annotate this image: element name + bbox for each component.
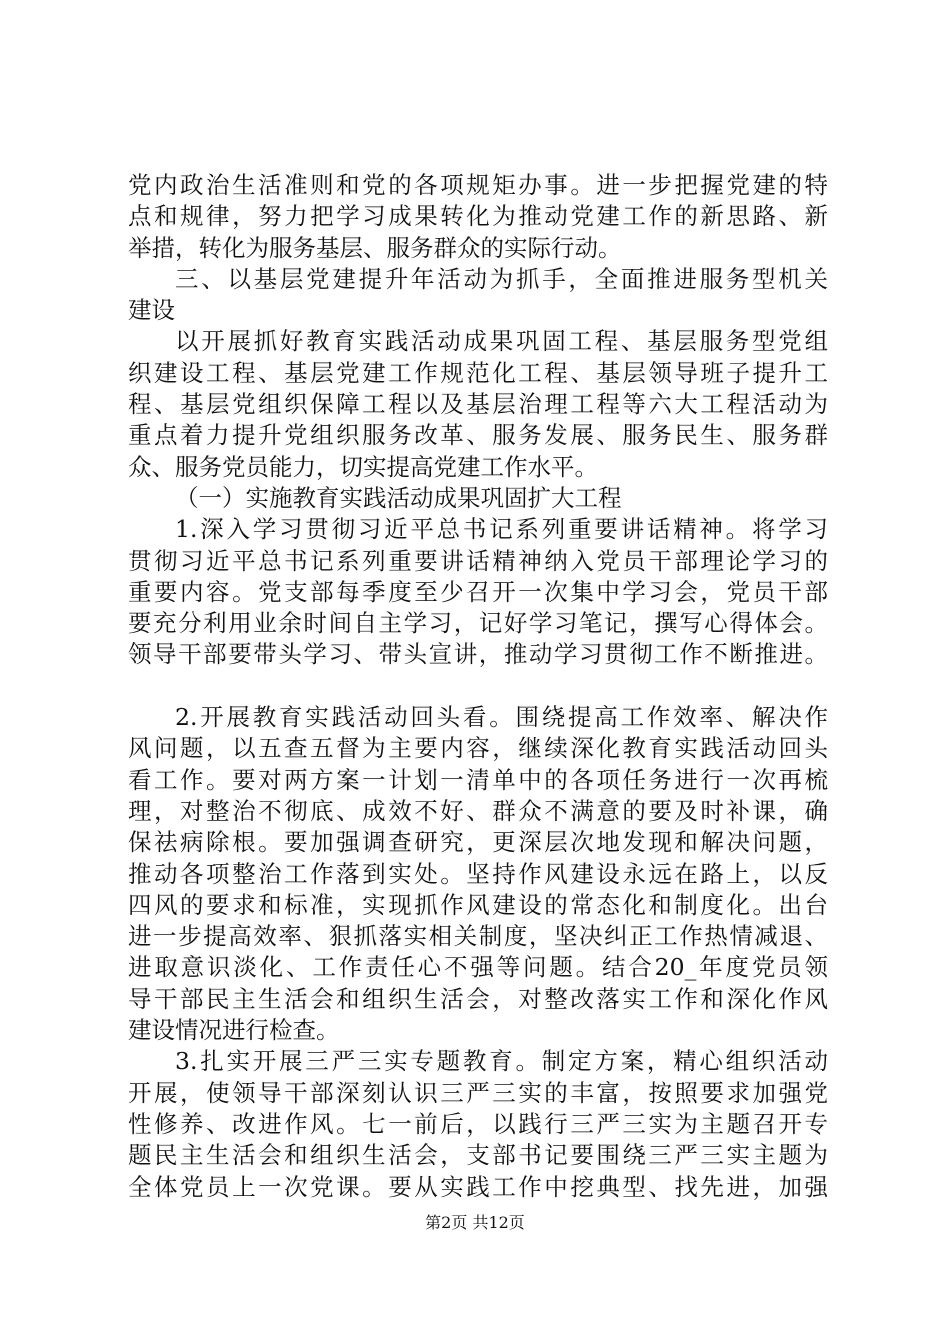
text-line: 重点着力提升党组织服务改革、服务发展、服务民生、服务群 xyxy=(128,421,828,450)
text-line: 看工作。要对两方案一计划一清单中的各项任务进行一次再梳 xyxy=(128,765,828,794)
text-line: 党内政治生活准则和党的各项规矩办事。进一步把握党建的特 xyxy=(128,171,828,199)
text-line: 全体党员上一次党课。要从实践工作中挖典型、找先进，加强 xyxy=(128,1172,828,1201)
text-line: 以开展抓好教育实践活动成果巩固工程、基层服务型党组 xyxy=(175,327,828,356)
text-line: 题民主生活会和组织生活会，支部书记要围绕三严三实主题为 xyxy=(128,1141,828,1170)
text-line: （一）实施教育实践活动成果巩固扩大工程 xyxy=(175,483,622,512)
text-line: 重要内容。党支部每季度至少召开一次集中学习会，党员干部 xyxy=(128,577,828,606)
text-line: 风问题，以五查五督为主要内容，继续深化教育实践活动回头 xyxy=(128,734,828,763)
text-line: 贯彻习近平总书记系列重要讲话精神纳入党员干部理论学习的 xyxy=(128,546,828,575)
text-line: 开展，使领导干部深刻认识三严三实的丰富，按照要求加强党 xyxy=(128,1078,828,1107)
text-line: 3.扎实开展三严三实专题教育。制定方案，精心组织活动 xyxy=(175,1047,828,1076)
document-body xyxy=(128,170,828,1203)
text-line: 织建设工程、基层党建工作规范化工程、基层领导班子提升工 xyxy=(128,358,828,387)
text-line: 导干部民主生活会和组织生活会，对整改落实工作和深化作风 xyxy=(128,984,828,1013)
text-line: 1.深入学习贯彻习近平总书记系列重要讲话精神。将学习 xyxy=(175,515,828,544)
text-line: 程、基层党组织保障工程以及基层治理工程等六大工程活动为 xyxy=(128,390,828,419)
page-footer: 第2页 共12页 xyxy=(425,1213,525,1232)
text-line: 进一步提高效率、狠抓落实相关制度，坚决纠正工作热情减退、 xyxy=(128,922,828,951)
text-line: 四风的要求和标准，实现抓作风建设的常态化和制度化。出台 xyxy=(128,890,828,919)
text-line: 点和规律，努力把学习成果转化为推动党建工作的新思路、新 xyxy=(128,202,828,231)
text-line: 建设情况进行检查。 xyxy=(128,1016,340,1045)
text-line: 要充分利用业余时间自主学习，记好学习笔记，撰写心得体会。 xyxy=(128,609,828,638)
text-line: 性修养、改进作风。七一前后，以践行三严三实为主题召开专 xyxy=(128,1109,828,1138)
text-line: 保祛病除根。要加强调查研究，更深层次地发现和解决问题， xyxy=(128,828,828,857)
text-line: 进取意识淡化、工作责任心不强等问题。结合20_年度党员领 xyxy=(128,953,828,982)
text-line: 理，对整治不彻底、成效不好、群众不满意的要及时补课，确 xyxy=(128,796,828,825)
text-line: 领导干部要带头学习、带头宣讲，推动学习贯彻工作不断推进。 xyxy=(128,640,828,669)
blank-line xyxy=(128,671,828,702)
text-line: 举措，转化为服务基层、服务群众的实际行动。 xyxy=(128,233,622,262)
text-line: 推动各项整治工作落到实处。坚持作风建设永远在路上，以反 xyxy=(128,859,828,888)
text-line: 众、服务党员能力，切实提高党建工作水平。 xyxy=(128,452,598,481)
text-line: 2.开展教育实践活动回头看。围绕提高工作效率、解决作 xyxy=(175,703,828,732)
text-line: 三、以基层党建提升年活动为抓手，全面推进服务型机关 xyxy=(175,264,828,293)
text-line: 建设 xyxy=(128,296,175,325)
